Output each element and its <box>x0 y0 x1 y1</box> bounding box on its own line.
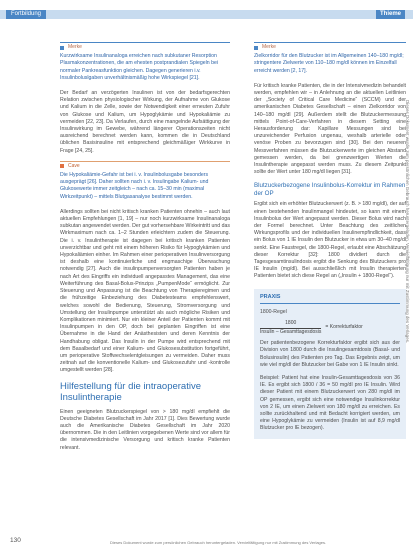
praxis-text: Der patientenbezogene Korrekturfaktor ergibt sich aus der Division von 1800 durch die Insulingesamtdosis (Basal- und Bolusinsulin) des Patienten pro Tag. Das Ergebnis zeigt, um wie viel mg/dl der Blutzucker bei Gabe von 1 IE Insulin sinkt. <box>260 340 400 368</box>
cave-box <box>60 161 230 201</box>
body-paragraph: Allerdings sollten bei nicht kritisch kranken Patienten ohnehin – auch laut aktuellen Empfehlungen [1, 19] – nur noch kurzwirksame Insulinanaloga subkutan angewendet werden. Der gut vorhersehbare Wirkeintritt und das Wirkmaximum nach ca. 1–2 Stunden erleichtern zudem die Steuerung. Die i. v. Insulintherapie ist dagegen bei kritisch kranken Patienten unverzichtbar und geht mit einem höheren Risiko für Hypoglykämien und Hypokaliämien einher. Im Rahmen einer perioperativen Insulinversorgung ist deshalb eine kontinuierliche und engmaschige Überwachung notwendig [27]. Auch die insulinpumpenversorgten Patienten haben je nach Art des Eingriffs ein individuell angepasstes Management, das eine Weiterführung des Basal-Bolus-Prinzips „PumpenMode“ ermöglicht. Zur Steuerung und Anpassung ist die Beachtung von Therapieregimen und die frühzeitige Einbeziehung des Diabetesteams empfehlenswert, welches sowohl die Bedienung, Steuerung, Stromversorgung und Umstellung der Insulinpumpe unterstützt als auch mögliche Risiken und Komplikationen minimiert. Nur ein kleiner Anteil der Patienten kommt mit Insulinpumpen in den OP, doch bei geplanten Eingriffen ist eine Übernahme in die Hand der Anästhesisten und deren Kenntnis der Handhabung obligat. Das Insulin in der Pumpe wird entsprechend mit dem Basalbedarf und einer Kalium- und Glukosesubstitution fortgeführt, um perioperative Stoffwechselentgleisungen zu vermeiden. Daher muss zeitnah auf die konventionelle Kalium- und Glukosezufuhr und -kontrolle umgestellt werden [28]. <box>60 208 230 374</box>
praxis-box <box>254 289 406 439</box>
formula-result: = Korrekturfaktor <box>325 324 363 331</box>
copyright-side-note: Dieses Dokument wurde zum persönlichen Gebrauch heruntergeladen. Vervielfältigung nur mit Zustimmung des Verlages. <box>405 100 410 344</box>
merke-box-header <box>254 42 406 51</box>
section-header-bar <box>0 10 413 19</box>
section-heading: Hilfestellung für die intraoperative Insulintherapie <box>60 380 201 403</box>
section-label: Fortbildung <box>6 10 46 19</box>
rule-title: 1800-Regel <box>260 308 287 315</box>
merke-box-2 <box>254 42 406 75</box>
box-marker-icon <box>60 46 64 50</box>
merke-text: Kurzwirksame Insulinanaloga erreichen nach subkutaner Resorption Plasmakonzentrationen, die am ehesten postprandialen Spiegeln bei normaler Pankreasfunktion gleichen. Dagegen generieren i.v. Insulinboluslgaben unverhältnismäßig hohe Wirkspiegel [21]. <box>60 53 219 81</box>
right-column <box>254 42 406 439</box>
praxis-example: Beispiel: Patient hat eine Insulin-Gesamttagesdosis von 36 IE. Es ergibt sich 1800 / 36 = 50 mg/dl pro IE Insulin. Wird dieser Patient mit einem Blutzuckerwert von 280 mg/dl im OP gemessen, ergibt sich eine notwendige Insulinkorrektur von 2 IE, um einen Zielwert von 180 mg/dl zu erreichen. Es sollte zurückhaltend und mit Bedacht korrigiert werden, um eine Hypoglykämie zu vermeiden (Insulin ist auf 8,9 mg/dl Blutzucker pro IE bezogen). <box>260 374 400 432</box>
publisher-logo: Thieme <box>376 10 405 19</box>
body-paragraph: Der Bedarf an verzögerten Insulinen ist von der bedarfsgerechten Relation zwischen physiologischer Wirkung, der Aufnahme von Glukose und Kalium in die Zelle, sowie der Notwendigkeit einer erneuten Zufuhr von Glukose und Kalium, um Hypoglykämie und Hypokaliämie zu vermeiden [22, 23]. Da Verlaufen, durch eine mangelnde Aufsättigung der Insulinwirkung im Gewebe, während längerer Operationszeiten nicht ausreichend berechnet werden kann, kommen die in Deutschland üblichen Basisinsuline mit entsprechend gleichmäßiger Wirkkurve in Frage [24, 25]. <box>60 90 230 154</box>
merke-box-1 <box>60 42 230 82</box>
cave-text: Die Hypokaliämie-Gefahr ist bei i. v. Insulinbolusgabe besonders ausgeprägt [26]. Daher sollten nach i. v. Insulingabe Kalium- und Glukosewerte immer zeitgleich – nach ca. 15–30 min (maximal Wirkzeitpunkt) – mittels Blutgasanalyse bestimmt werden. <box>60 172 209 200</box>
formula <box>260 320 400 335</box>
left-column <box>60 42 230 458</box>
cave-label: Cave <box>68 162 80 169</box>
cave-box-header <box>60 161 230 170</box>
merke-label: Merke <box>68 44 82 50</box>
body-paragraph: Für kritisch kranke Patienten, die in der Intensivmedizin behandelt werden, empfehlen wir – in Anlehnung an die aktuellen Leitlinien der „Society of Critical Care Medicine“ (SCCM) und der amerikanischen Diabetes Gesellschaft – einen Zielkorridor von 140–180 mg/dl [29]. Außerdem stellt die Blutzuckermessung mittels Point-of-Care-Verfahren in diesem Setting eine Herausforderung dar: Kapillare Messungen sind bei unzureichender Perfusion ungenau, weshalb arterielle oder venöse Proben zu bevorzugen sind [30]. Bei den neueren Messverfahren müssen die Blutzuckerwerte im gleichen Abstand gemessen werden, da bei grenzwertigen Werten die Insulintherapie angepasst werden muss. Zu diesem Zeitpunkt sollte der Wert unter 180 mg/dl liegen [31]. <box>254 82 406 176</box>
merke-box-header <box>60 42 230 51</box>
page-number: 130 <box>10 537 21 544</box>
merke-label: Merke <box>262 44 276 50</box>
body-paragraph: Ergibt sich ein erhöhter Blutzuckerwert (z. B. > 180 mg/dl), der auf einen bestehenden Insulinmangel hindeutet, so kann mit einem Insulinbolus der Wert angepasst werden. Dieser Bolus wird nach der Formel berechnet. Unter Beachtung des zeitlichen Wirkungsprofils und der individuellen Insulinempfindlichkeit, dass ein Bolus von 1 IE Insulin den Blutzucker in etwa um 30–40 mg/dl senkt. Eine Faustregel, die 1800-Regel, erlaubt eine Abschätzung dieser Korrektur [32]: 1800 dividiert durch die Tagesgesamtinsulindosis ergibt die Senkung des Blutzuckers pro IE Insulin (mg/dl). Bei ausschließlich mit Insulin therapierten Patienten bietet sich diese Regel an („Insulin + 1800-Regel“). <box>254 201 406 280</box>
box-marker-icon <box>254 46 258 50</box>
subsection-heading: Blutzuckerbezogene Insulinbolus-Korrektur im Rahmen der OP <box>254 182 406 198</box>
formula-denominator: Insulin – Gesamttagesdosis <box>260 328 322 335</box>
praxis-title: PRAXIS <box>260 294 400 304</box>
body-paragraph: Einen geeigneten Blutzuckerspiegel von > 180 mg/dl empfiehlt die Deutsche Diabetes Gesellschaft im Jahr 2017 [1]. Dies Bewertung wurde auch die Amerikanische Diabetes Gesellschaft im Jahr 2020 übernommen. Die in den Leitlinien vorgegebenen Werte sind vor allem für die intensivmedizinische Versorgung und kritisch kranke Patienten relevant. <box>60 408 230 451</box>
formula-numerator: 1800 <box>260 320 321 329</box>
warning-marker-icon <box>60 164 64 168</box>
footer-citation: Dieses Dokument wurde zum persönlichen Gebrauch heruntergeladen. Vervielfältigung nur mit Zustimmung des Verlages. <box>110 540 327 545</box>
merke-text: Zielkorridor für den Blutzucker ist im Allgemeinen 140–180 mg/dl; stringentere Zielwerte von 110–180 mg/dl können im Einzelfall erreicht werden [2, 17]. <box>254 53 404 74</box>
